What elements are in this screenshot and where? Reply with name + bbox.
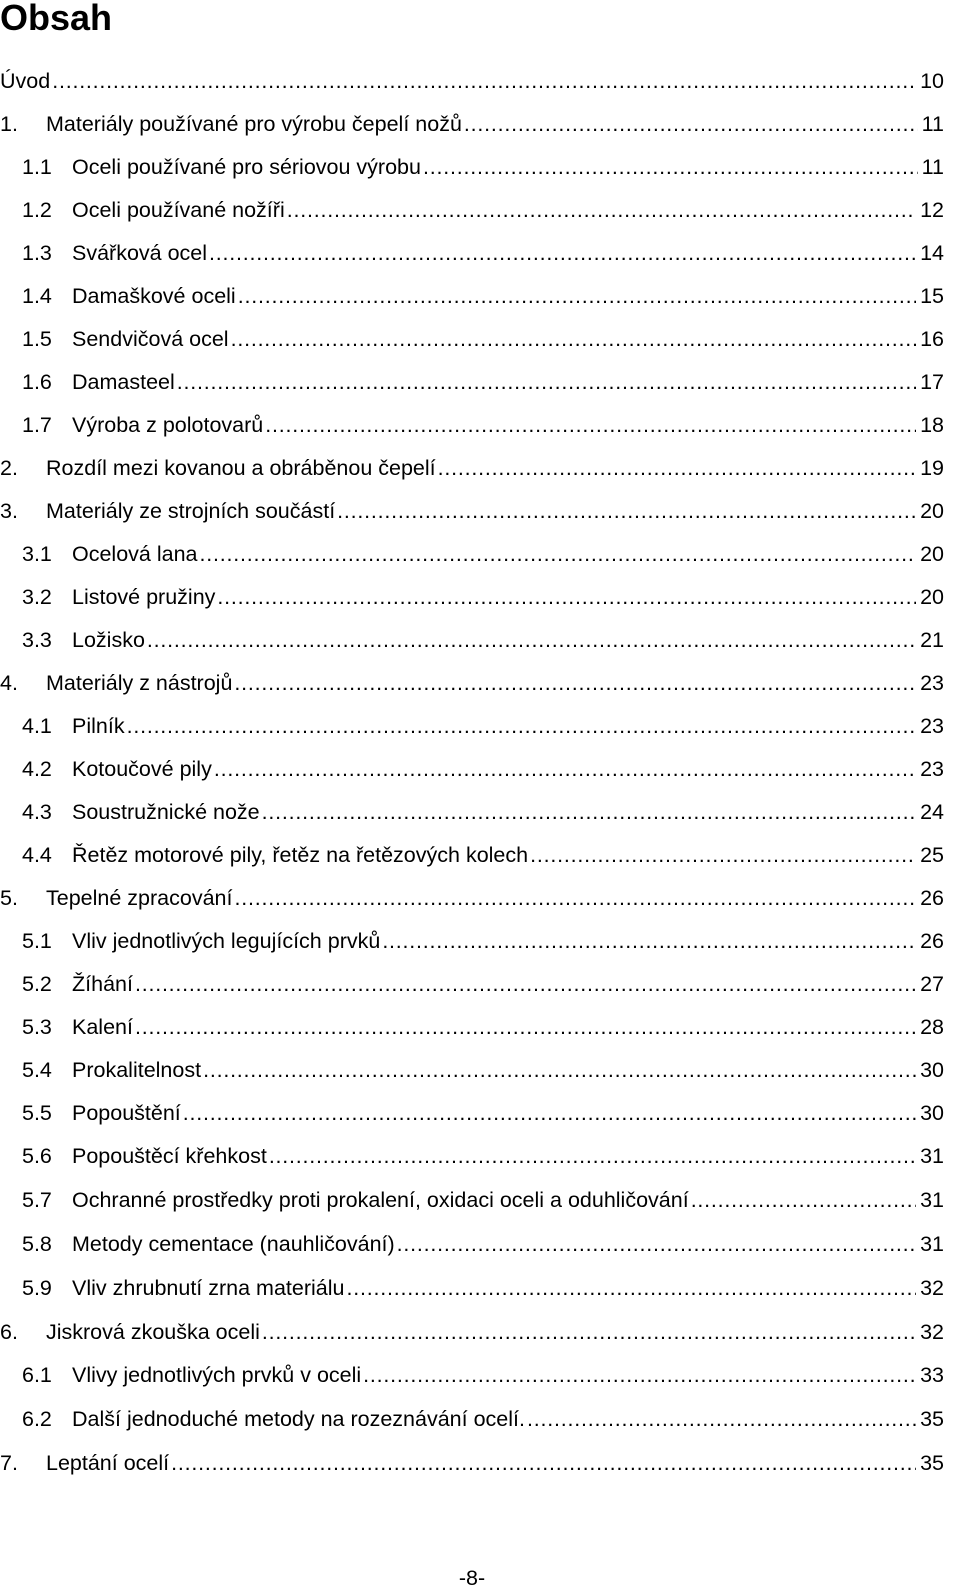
toc-entry-title: Ochranné prostředky proti prokalení, oxidaci oceli a oduhličování (72, 1188, 689, 1212)
toc-entry-number: 4.2 (22, 757, 52, 781)
toc-entry-title: Prokalitelnost (72, 1058, 202, 1082)
toc-entry-number: 1.5 (22, 327, 52, 351)
toc-entry-page: 31 (920, 1144, 944, 1168)
toc-dot-leader (135, 963, 916, 1006)
toc-entry-number: 5.9 (22, 1276, 52, 1300)
toc-entry[interactable] (0, 963, 944, 1006)
toc-entry-number: 1.3 (22, 241, 52, 265)
table-of-contents (0, 59, 944, 1485)
toc-entry-number: 3.3 (22, 628, 52, 652)
toc-entry[interactable] (0, 576, 944, 619)
toc-entry-number: 5.7 (22, 1188, 52, 1212)
toc-entry-number: 1.7 (22, 413, 52, 437)
toc-entry[interactable] (0, 619, 944, 662)
toc-entry-page: 27 (920, 972, 944, 996)
toc-entry-number: 5. (0, 886, 18, 910)
toc-dot-leader (346, 1266, 916, 1310)
toc-entry-number: 4. (0, 671, 18, 695)
toc-entry-number: 5.1 (22, 929, 52, 953)
toc-entry-page: 31 (920, 1232, 944, 1256)
toc-entry-number: 3. (0, 499, 18, 523)
toc-dot-leader (234, 662, 916, 705)
toc-dot-leader (464, 103, 918, 146)
toc-dot-leader (203, 1049, 916, 1092)
toc-entry-page: 23 (920, 671, 944, 695)
toc-entry-page: 14 (920, 241, 944, 265)
toc-entry[interactable] (0, 1178, 944, 1222)
toc-dot-leader (265, 404, 916, 447)
toc-dot-leader (530, 834, 916, 877)
toc-entry-title: Vliv zhrubnutí zrna materiálu (72, 1276, 345, 1300)
toc-entry-title: Výroba z polotovarů (72, 413, 264, 437)
toc-entry-page: 24 (920, 800, 944, 824)
toc-entry-page: 23 (920, 714, 944, 738)
toc-dot-leader (171, 1441, 916, 1485)
toc-entry-page: 20 (920, 585, 944, 609)
toc-entry-title: Vlivy jednotlivých prvků v oceli (72, 1363, 362, 1387)
toc-dot-leader (397, 1222, 916, 1266)
toc-entry-title: Rozdíl mezi kovanou a obráběnou čepelí (46, 456, 436, 480)
toc-entry[interactable] (0, 748, 944, 791)
toc-entry-page: 11 (921, 112, 944, 136)
toc-entry-page: 20 (920, 499, 944, 523)
toc-dot-leader (238, 275, 916, 318)
toc-entry[interactable] (0, 705, 944, 748)
toc-entry[interactable] (0, 1441, 944, 1485)
toc-entry-title: Žíhání (72, 972, 133, 996)
toc-entry-page: 35 (920, 1407, 944, 1431)
toc-entry-page: 30 (920, 1101, 944, 1125)
toc-entry-title: Úvod (0, 69, 51, 93)
toc-entry-title: Svářková ocel (72, 241, 208, 265)
toc-entry-title: Oceli používané pro sériovou výrobu (72, 155, 421, 179)
toc-entry-title: Listové pružiny (72, 585, 216, 609)
toc-entry-title: Ocelová lana (72, 542, 198, 566)
toc-entry-number: 4.4 (22, 843, 52, 867)
toc-entry-page: 35 (920, 1451, 944, 1475)
toc-dot-leader (135, 1006, 916, 1049)
toc-entry-title: Kotoučové pily (72, 757, 212, 781)
toc-entry-title: Leptání ocelí (46, 1451, 170, 1475)
toc-entry-title: Pilník (72, 714, 125, 738)
toc-entry[interactable] (0, 834, 944, 877)
toc-entry[interactable] (0, 791, 944, 834)
toc-entry-title: Damaškové oceli (72, 284, 236, 308)
toc-entry-page: 20 (920, 542, 944, 566)
toc-entry-number: 4.1 (22, 714, 52, 738)
toc-entry[interactable] (0, 533, 944, 576)
toc-dot-leader (127, 705, 917, 748)
toc-entry-page: 17 (920, 370, 944, 394)
toc-entry-title: Popouštěcí křehkost (72, 1144, 267, 1168)
toc-entry-number: 3.1 (22, 542, 52, 566)
toc-entry-title: Popouštění (72, 1101, 181, 1125)
toc-entry-page: 19 (920, 456, 944, 480)
toc-dot-leader (337, 490, 916, 533)
toc-entry[interactable] (0, 447, 944, 490)
toc-entry[interactable] (0, 146, 944, 189)
toc-entry-number: 2. (0, 456, 18, 480)
toc-entry-page: 33 (920, 1363, 944, 1387)
toc-dot-leader (177, 361, 916, 404)
toc-entry-number: 5.4 (22, 1058, 52, 1082)
toc-entry-title: Ložisko (72, 628, 145, 652)
toc-entry-number: 3.2 (22, 585, 52, 609)
toc-entry-number: 1.4 (22, 284, 52, 308)
toc-entry-number: 5.5 (22, 1101, 52, 1125)
toc-entry[interactable] (0, 1222, 944, 1266)
toc-entry[interactable] (0, 318, 944, 361)
toc-entry-page: 12 (920, 198, 944, 222)
toc-entry-number: 1.2 (22, 198, 52, 222)
toc-entry-title: Řetěz motorové pily, řetěz na řetězových kolech (72, 843, 529, 867)
toc-entry-number: 6.1 (22, 1363, 52, 1387)
toc-dot-leader (262, 1310, 916, 1354)
toc-entry-number: 6. (0, 1320, 18, 1344)
toc-entry-page: 16 (920, 327, 944, 351)
toc-entry-page: 26 (920, 886, 944, 910)
toc-entry[interactable] (0, 1006, 944, 1049)
toc-entry-page: 23 (920, 757, 944, 781)
toc-dot-leader (234, 877, 916, 920)
toc-entry-title: Materiály z nástrojů (46, 671, 233, 695)
toc-entry-title: Tepelné zpracování (46, 886, 233, 910)
toc-dot-leader (691, 1178, 916, 1222)
toc-dot-leader (217, 576, 916, 619)
toc-entry-number: 7. (0, 1451, 18, 1475)
toc-entry-page: 26 (920, 929, 944, 953)
toc-dot-leader (209, 232, 916, 275)
toc-entry-title: Oceli používané nožíři (72, 198, 285, 222)
toc-entry-title: Jiskrová zkouška oceli (46, 1320, 260, 1344)
toc-entry[interactable] (0, 189, 944, 232)
toc-entry[interactable] (0, 877, 944, 920)
toc-entry-title: Kalení (72, 1015, 133, 1039)
toc-entry-title: Vliv jednotlivých legujících prvků (72, 929, 381, 953)
toc-entry[interactable] (0, 59, 944, 103)
toc-entry[interactable] (0, 275, 944, 318)
toc-entry-page: 21 (920, 628, 944, 652)
toc-entry-title: Soustružnické nože (72, 800, 260, 824)
toc-dot-leader (147, 619, 916, 662)
toc-entry-title: Sendvičová ocel (72, 327, 229, 351)
toc-entry[interactable] (0, 920, 944, 963)
toc-entry-title: Metody cementace (nauhličování) (72, 1232, 395, 1256)
toc-entry-title: Materiály používané pro výrobu čepelí nožů (46, 112, 462, 136)
toc-entry-page: 31 (920, 1188, 944, 1212)
toc-entry[interactable] (0, 490, 944, 533)
toc-dot-leader (262, 791, 916, 834)
toc-entry-page: 32 (920, 1320, 944, 1344)
toc-entry-number: 5.2 (22, 972, 52, 996)
toc-entry[interactable] (0, 103, 944, 146)
toc-entry-page: 10 (920, 69, 944, 93)
page-title: Obsah (0, 0, 113, 38)
toc-entry-number: 4.3 (22, 800, 52, 824)
toc-entry[interactable] (0, 1354, 944, 1397)
toc-dot-leader (382, 920, 916, 963)
toc-entry[interactable] (0, 1049, 944, 1092)
toc-entry[interactable] (0, 1310, 944, 1354)
toc-dot-leader (52, 59, 916, 103)
toc-entry[interactable] (0, 361, 944, 404)
toc-entry[interactable] (0, 662, 944, 705)
toc-entry-title: Další jednoduché metody na rozeznávání ocelí. (72, 1407, 525, 1431)
toc-dot-leader (438, 447, 916, 490)
toc-dot-leader (363, 1354, 916, 1397)
toc-dot-leader (423, 146, 918, 189)
toc-dot-leader (214, 748, 916, 791)
toc-entry[interactable] (0, 1135, 944, 1178)
toc-entry-page: 11 (921, 155, 944, 179)
toc-entry[interactable] (0, 1092, 944, 1135)
toc-entry-page: 18 (920, 413, 944, 437)
toc-dot-leader (183, 1092, 916, 1135)
toc-entry-number: 5.3 (22, 1015, 52, 1039)
toc-entry-number: 1.1 (22, 155, 52, 179)
toc-entry[interactable] (0, 404, 944, 447)
toc-dot-leader (231, 318, 917, 361)
toc-entry-number: 1.6 (22, 370, 52, 394)
toc-entry-page: 30 (920, 1058, 944, 1082)
toc-dot-leader (269, 1135, 916, 1178)
toc-dot-leader (527, 1397, 916, 1441)
toc-entry-number: 1. (0, 112, 18, 136)
toc-entry-number: 5.8 (22, 1232, 52, 1256)
toc-entry[interactable] (0, 1266, 944, 1310)
toc-entry-page: 28 (920, 1015, 944, 1039)
toc-dot-leader (287, 189, 916, 232)
toc-entry[interactable] (0, 232, 944, 275)
toc-entry-title: Materiály ze strojních součástí (46, 499, 336, 523)
toc-entry-page: 32 (920, 1276, 944, 1300)
page-number: -8- (458, 1566, 486, 1590)
toc-entry[interactable] (0, 1397, 944, 1441)
toc-entry-number: 5.6 (22, 1144, 52, 1168)
toc-entry-number: 6.2 (22, 1407, 52, 1431)
toc-entry-title: Damasteel (72, 370, 175, 394)
toc-entry-page: 15 (920, 284, 944, 308)
toc-entry-page: 25 (920, 843, 944, 867)
toc-dot-leader (200, 533, 917, 576)
